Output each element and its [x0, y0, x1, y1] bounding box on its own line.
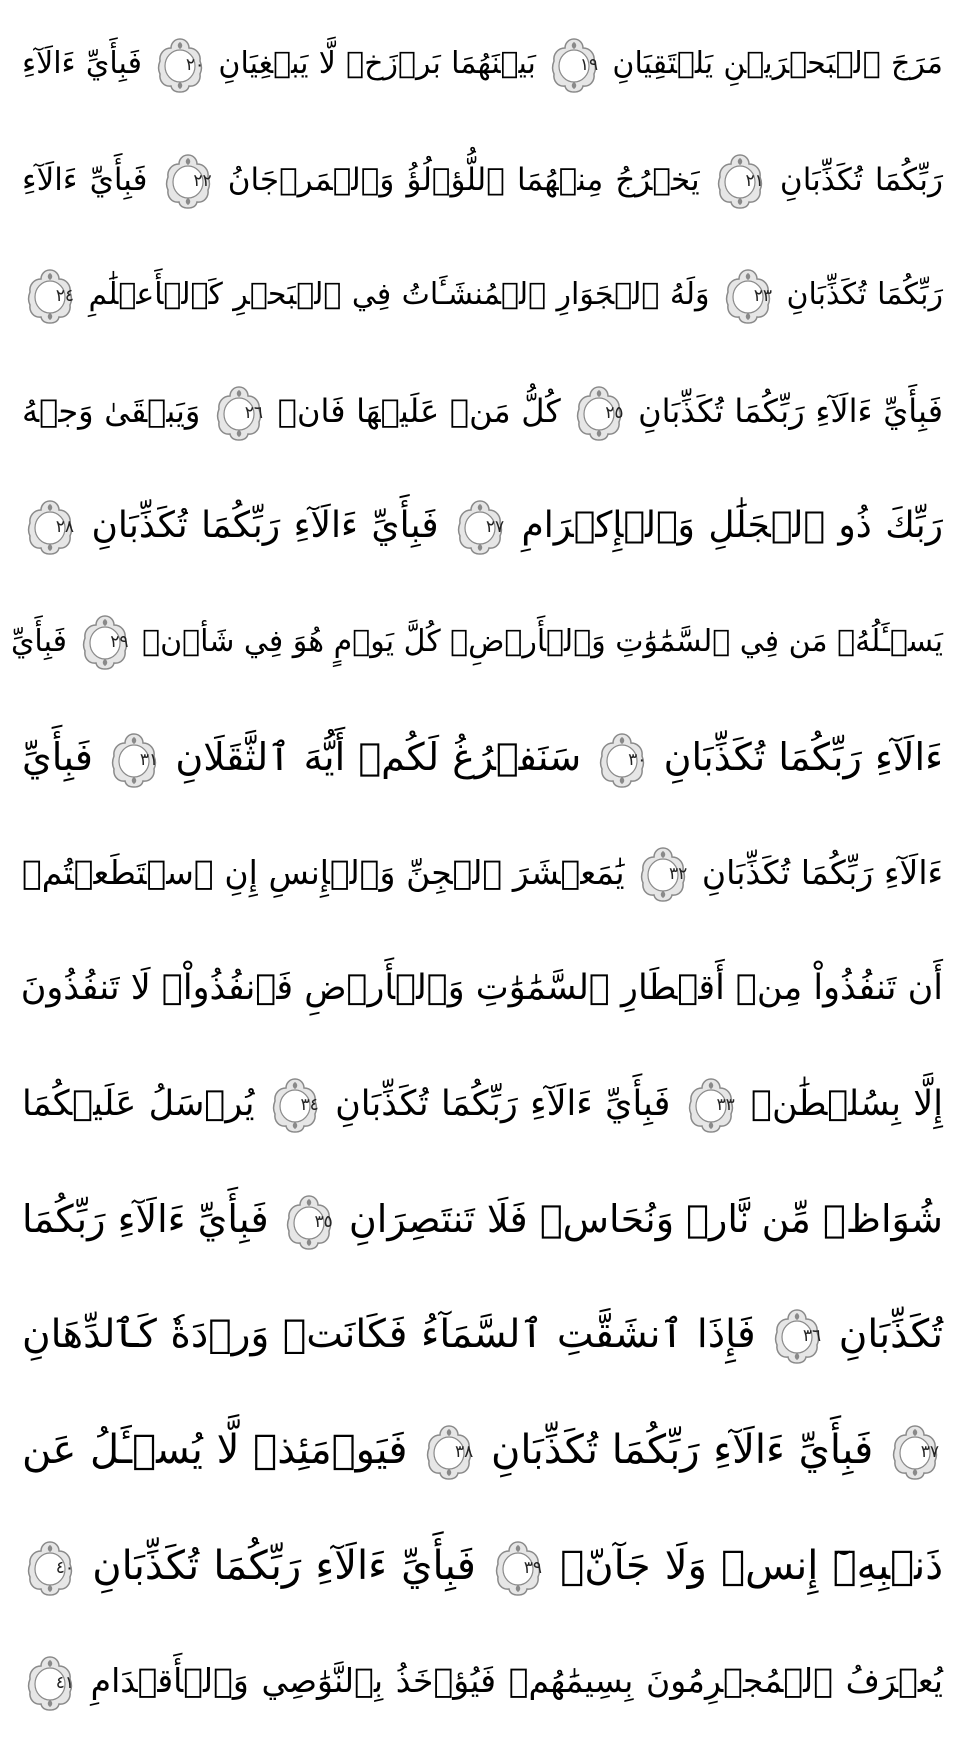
ayah-number-marker	[716, 152, 764, 210]
ayah-number: ٢١	[745, 171, 764, 191]
verse-text: فَبِأَيِّ ءَالَآءِ رَبِّكُمَا تُكَذِّبَانِ	[638, 391, 943, 430]
ayah-number: ٢٦	[244, 402, 264, 423]
ayah-number: ٣٨	[455, 1442, 474, 1462]
verse-text: تُكَذِّبَانِ	[838, 1311, 943, 1357]
ayah-number-marker	[494, 1539, 542, 1597]
ayah-number-marker	[891, 1423, 939, 1481]
verse-line	[22, 480, 943, 572]
ayah-number-marker	[164, 152, 212, 210]
verse-line	[22, 365, 943, 457]
ayah-number-marker	[724, 267, 772, 325]
ayah-number: ٣٩	[523, 1557, 543, 1578]
verse-text: ءَالَآءِ رَبِّكُمَا تُكَذِّبَانِ	[701, 852, 944, 892]
ayah-number: ٣٣	[716, 1094, 735, 1115]
verse-text: رَبِّكُمَا تُكَذِّبَانِ	[786, 277, 943, 312]
ayah-number: ٢٧	[485, 517, 505, 537]
verse-text: مَرَجَ ٱلۡبَحۡرَيۡنِ يَلۡتَقِيَانِ	[612, 46, 943, 81]
ayah-number-marker	[26, 498, 74, 556]
ayah-number: ٣٤	[300, 1094, 319, 1115]
ayah-number: ٣٥	[314, 1211, 333, 1232]
verse-text: فَبِأَيِّ	[22, 735, 93, 779]
verse-line	[22, 1173, 943, 1265]
verse-line	[10, 596, 943, 688]
verse-line	[22, 18, 943, 110]
ayah-number: ٢٨	[55, 517, 74, 537]
ayah-number-marker	[550, 36, 598, 94]
verse-text: شُوَاظٞ مِّن نَّارٖ وَنُحَاسٞ فَلَا تَنتَصِرَانِ	[348, 1197, 943, 1241]
verse-line	[22, 1289, 943, 1381]
verse-text: فَبِأَيِّ ءَالَآءِ رَبِّكُمَا تُكَذِّبَانِ	[335, 1083, 671, 1124]
verse-text: يَٰمَعۡشَرَ ٱلۡجِنِّ وَٱلۡإِنسِ إِنِ ٱسۡتَطَعۡتُمۡ	[22, 852, 625, 892]
verse-text: وَيَبۡقَىٰ وَجۡهُ	[22, 391, 201, 430]
verse-line	[22, 134, 943, 226]
ayah-number: ٣٢	[668, 864, 688, 884]
ayah-number: ٣١	[139, 749, 159, 770]
verse-line	[22, 942, 943, 1034]
ayah-number: ٢٤	[55, 285, 74, 306]
verse-text: كُلُّ مَنۡ عَلَيۡهَا فَانٖ	[277, 391, 561, 430]
ayah-number-marker	[456, 498, 504, 556]
ayah-number-marker	[26, 1654, 74, 1712]
ayah-number-marker	[110, 731, 158, 789]
ayah-number-marker	[575, 384, 623, 442]
verse-text: فَبِأَيِّ ءَالَآءِ	[22, 46, 142, 81]
ayah-number-marker	[285, 1193, 333, 1251]
verse-line	[22, 827, 943, 919]
verse-line	[22, 1058, 943, 1150]
verse-text: وَلَهُ ٱلۡجَوَارِ ٱلۡمُنشَـَٔاتُ فِي ٱلۡبَحۡرِ كَٱلۡأَعۡلَٰمِ	[88, 277, 710, 312]
ayah-number-marker	[81, 613, 129, 671]
verse-text: رَبِّكَ ذُو ٱلۡجَلَٰلِ وَٱلۡإِكۡرَامِ	[521, 505, 943, 546]
ayah-number: ٣٠	[628, 749, 647, 770]
ayah-number: ٣٦	[802, 1326, 822, 1346]
verse-text: فَبِأَيِّ	[10, 623, 67, 659]
verse-text: أَن تَنفُذُواْ مِنۡ أَقۡطَارِ ٱلسَّمَٰوَٰتِ وَٱلۡأَرۡضِ فَٱنفُذُواْۚ لَا تَنفُذُونَ	[20, 968, 943, 1008]
verse-line	[22, 1520, 943, 1612]
verse-text: فَبِأَيِّ ءَالَآءِ رَبِّكُمَا	[22, 1197, 269, 1241]
ayah-number-marker	[156, 36, 204, 94]
verse-text: رَبِّكُمَا تُكَذِّبَانِ	[779, 161, 943, 198]
verse-text: فَبِأَيِّ ءَالَآءِ	[22, 161, 148, 198]
verse-text: سَنَفۡرُغُ لَكُمۡ أَيُّهَ ٱلثَّقَلَانِ	[175, 735, 582, 779]
ayah-number-marker	[598, 731, 646, 789]
verse-text: يُعۡرَفُ ٱلۡمُجۡرِمُونَ بِسِيمَٰهُمۡ فَيُؤۡخَذُ بِٱلنَّوَٰصِي وَٱلۡأَقۡدَامِ	[90, 1661, 943, 1700]
verse-text: ءَالَآءِ رَبِّكُمَا تُكَذِّبَانِ	[663, 735, 943, 779]
ayah-number-marker	[26, 267, 74, 325]
ayah-number: ٣٧	[920, 1442, 940, 1462]
verse-text: ذَنۢبِهِۦٓ إِنسٞ وَلَا جَآنّٞ	[560, 1542, 944, 1589]
ayah-number-marker	[639, 845, 687, 903]
verse-text: يُرۡسَلُ عَلَيۡكُمَا	[22, 1083, 255, 1124]
verse-line	[22, 711, 943, 803]
ayah-number-marker	[425, 1423, 473, 1481]
verse-text: فَبِأَيِّ ءَالَآءِ رَبِّكُمَا تُكَذِّبَانِ	[491, 1427, 874, 1473]
ayah-number-marker	[215, 384, 263, 442]
ayah-number-marker	[687, 1076, 735, 1134]
ayah-number: ٤٠	[55, 1557, 74, 1578]
ayah-number-marker	[26, 1539, 74, 1597]
verse-line	[22, 1404, 943, 1496]
verse-text: فَإِذَا ٱنشَقَّتِ ٱلسَّمَآءُ فَكَانَتۡ وَرۡدَةٗ كَٱلدِّهَانِ	[22, 1311, 756, 1357]
ayah-number: ٢٥	[605, 402, 624, 423]
ayah-number-marker	[271, 1076, 319, 1134]
verse-text: يَسۡـَٔلُهُۥ مَن فِي ٱلسَّمَٰوَٰتِ وَٱلۡأَرۡضِۚ كُلَّ يَوۡمٍ هُوَ فِي شَأۡنٖ	[142, 623, 943, 659]
verse-line	[22, 249, 943, 341]
verse-text: فَيَوۡمَئِذٖ لَّا يُسۡـَٔلُ عَن	[22, 1427, 408, 1473]
verse-line	[22, 1635, 943, 1727]
ayah-number-marker	[773, 1307, 821, 1365]
verse-text: فَبِأَيِّ ءَالَآءِ رَبِّكُمَا تُكَذِّبَانِ	[91, 505, 439, 546]
verse-text: يَخۡرُجُ مِنۡهُمَا ٱللُّؤۡلُؤُ وَٱلۡمَرۡجَانُ	[227, 161, 700, 198]
verse-text: إِلَّا بِسُلۡطَٰنٖ	[751, 1083, 943, 1124]
verse-text: بَيۡنَهُمَا بَرۡزَخٞ لَّا يَبۡغِيَانِ	[218, 46, 536, 81]
verse-text: فَبِأَيِّ ءَالَآءِ رَبِّكُمَا تُكَذِّبَانِ	[92, 1542, 476, 1589]
ayah-number: ٤١	[55, 1672, 74, 1693]
ayah-number: ٢٣	[753, 285, 772, 306]
ayah-number: ٢٠	[185, 54, 205, 75]
ayah-number: ٢٢	[193, 171, 212, 191]
ayah-number: ١٩	[579, 54, 599, 75]
ayah-number: ٢٩	[110, 632, 129, 652]
